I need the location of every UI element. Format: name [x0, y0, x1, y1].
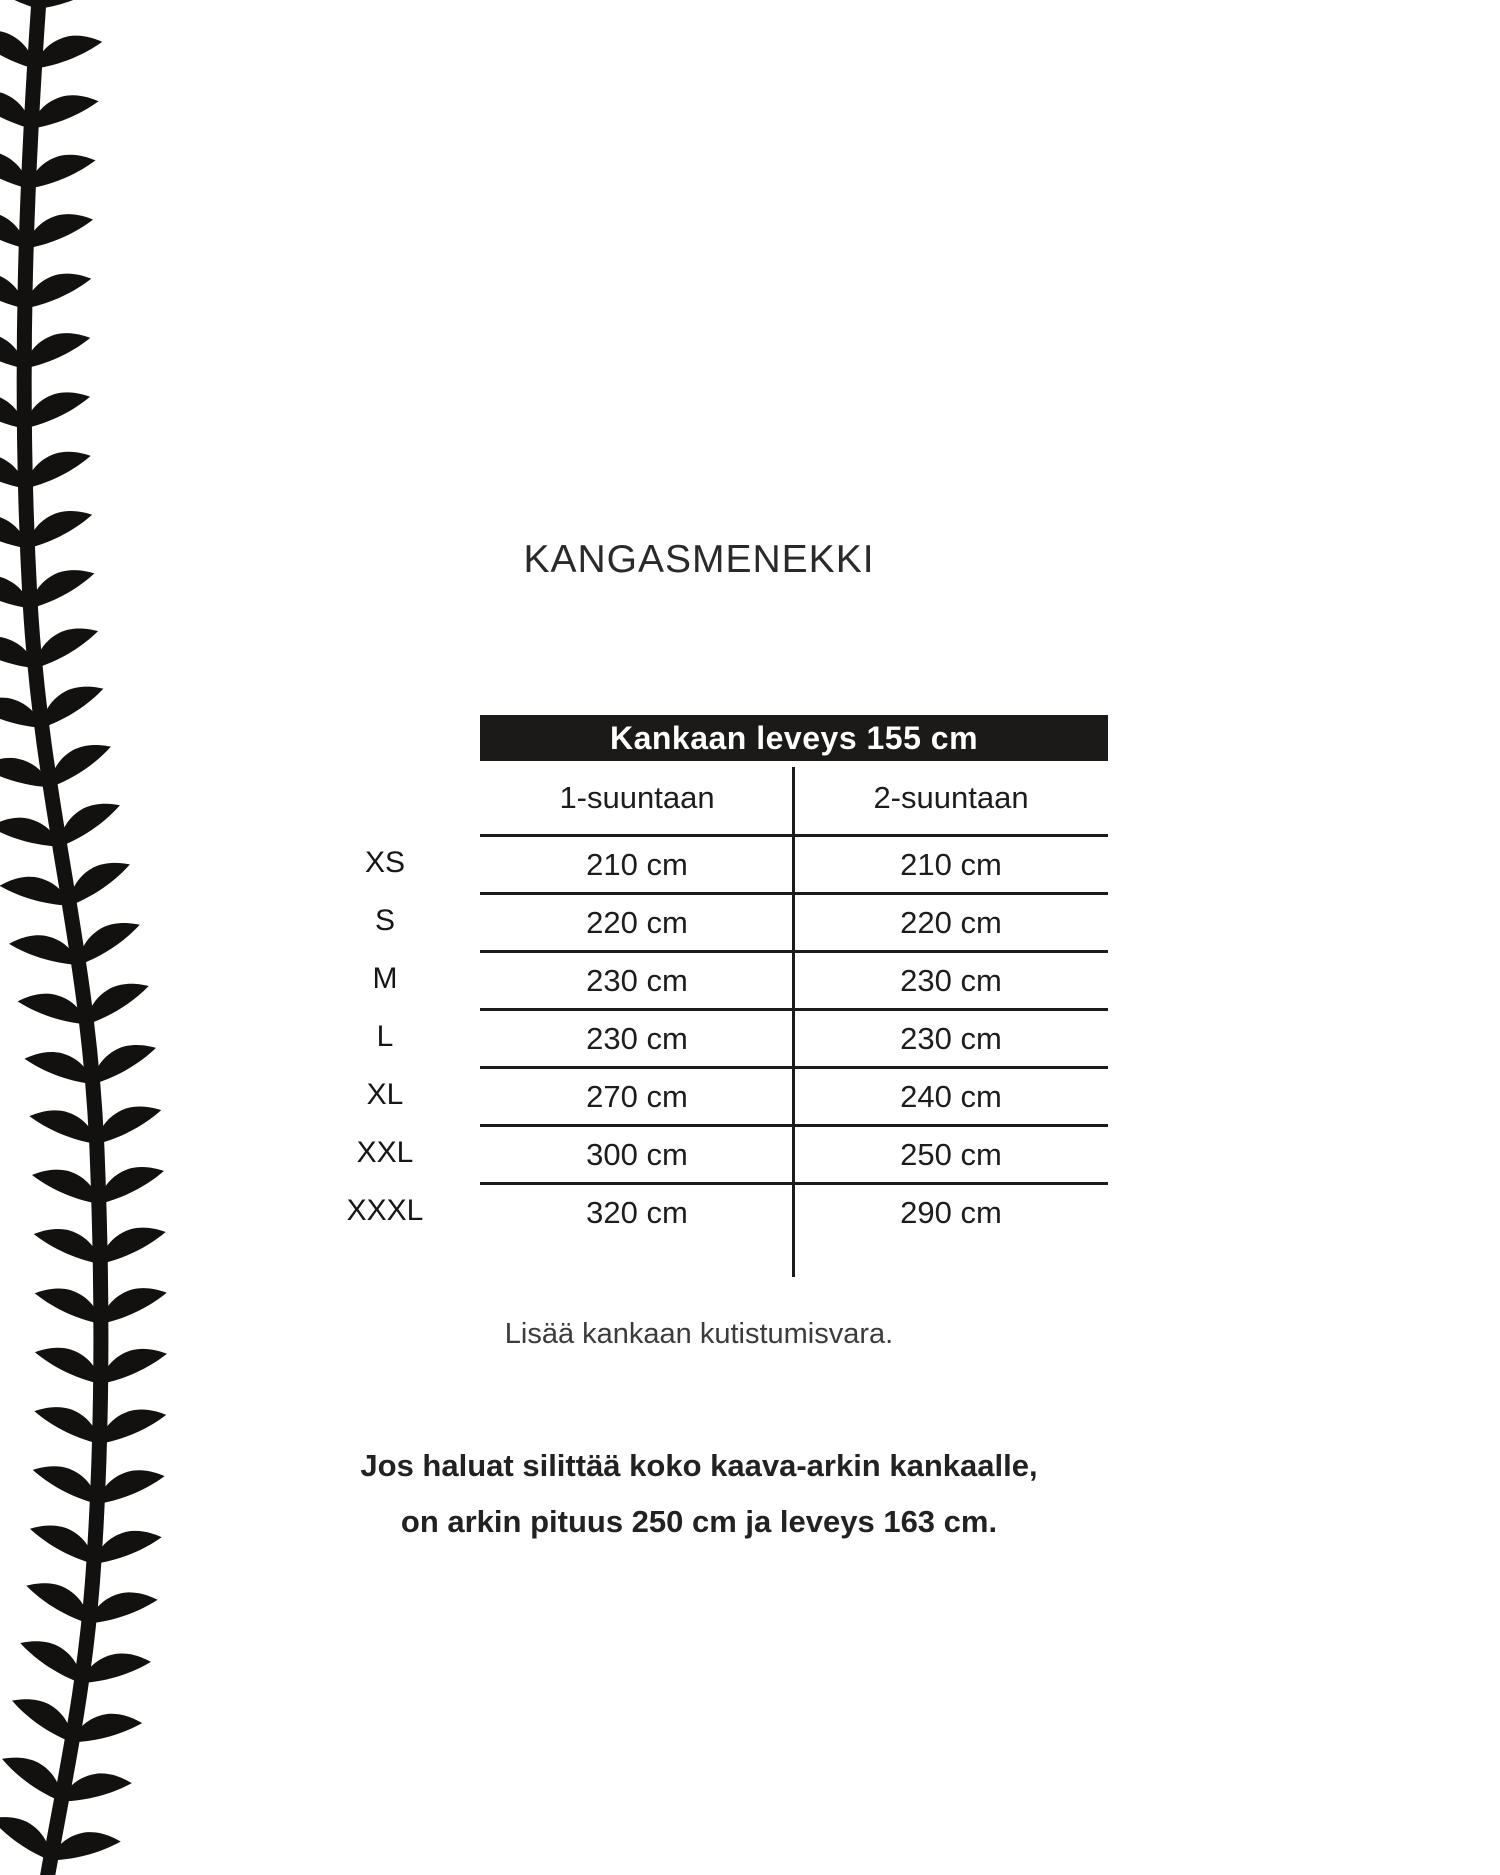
size-label: M [372, 962, 398, 995]
one-direction-value: 210 cm [480, 834, 794, 892]
size-label: S [374, 904, 395, 937]
column-header-row [290, 761, 1108, 834]
two-direction-value: 230 cm [794, 1008, 1108, 1066]
table-row [290, 1124, 1108, 1182]
column-header-2-suuntaan: 2-suuntaan [873, 779, 1029, 815]
column-header-1-suuntaan: 1-suuntaan [559, 779, 715, 815]
ironing-note [240, 1438, 1158, 1550]
size-label: XXL [356, 1136, 414, 1169]
size-label: XL [366, 1078, 404, 1111]
two-direction-value: 210 cm [794, 834, 1108, 892]
table-row [290, 1066, 1108, 1124]
fabric-consumption-table [290, 715, 1108, 1240]
ironing-note-line2: on arkin pituus 250 cm ja leveys 163 cm. [400, 1504, 998, 1539]
shrinkage-note: Lisää kankaan kutistumisvara. [504, 1318, 894, 1350]
one-direction-value: 300 cm [480, 1124, 794, 1182]
table-header-bar: Kankaan leveys 155 cm [480, 715, 1108, 761]
table-row [290, 950, 1108, 1008]
one-direction-value: 230 cm [480, 1008, 794, 1066]
size-label: XS [364, 846, 406, 879]
one-direction-value: 320 cm [480, 1182, 794, 1240]
table-row [290, 892, 1108, 950]
table-row [290, 1182, 1108, 1240]
ironing-note-line1: Jos haluat silittää koko kaava-arkin kankaalle, [360, 1448, 1038, 1483]
one-direction-value: 220 cm [480, 892, 794, 950]
table-row [290, 1008, 1108, 1066]
two-direction-value: 230 cm [794, 950, 1108, 1008]
page-title: KANGASMENEKKI [523, 538, 875, 581]
one-direction-value: 270 cm [480, 1066, 794, 1124]
size-label: XXXL [346, 1194, 424, 1227]
size-column-spacer [290, 761, 480, 834]
column-divider-line [792, 767, 795, 1277]
table-row [290, 834, 1108, 892]
one-direction-value: 230 cm [480, 950, 794, 1008]
two-direction-value: 290 cm [794, 1182, 1108, 1240]
leaf-vine-decoration [0, 0, 240, 1875]
two-direction-value: 250 cm [794, 1124, 1108, 1182]
two-direction-value: 240 cm [794, 1066, 1108, 1124]
two-direction-value: 220 cm [794, 892, 1108, 950]
size-label: L [376, 1020, 394, 1053]
